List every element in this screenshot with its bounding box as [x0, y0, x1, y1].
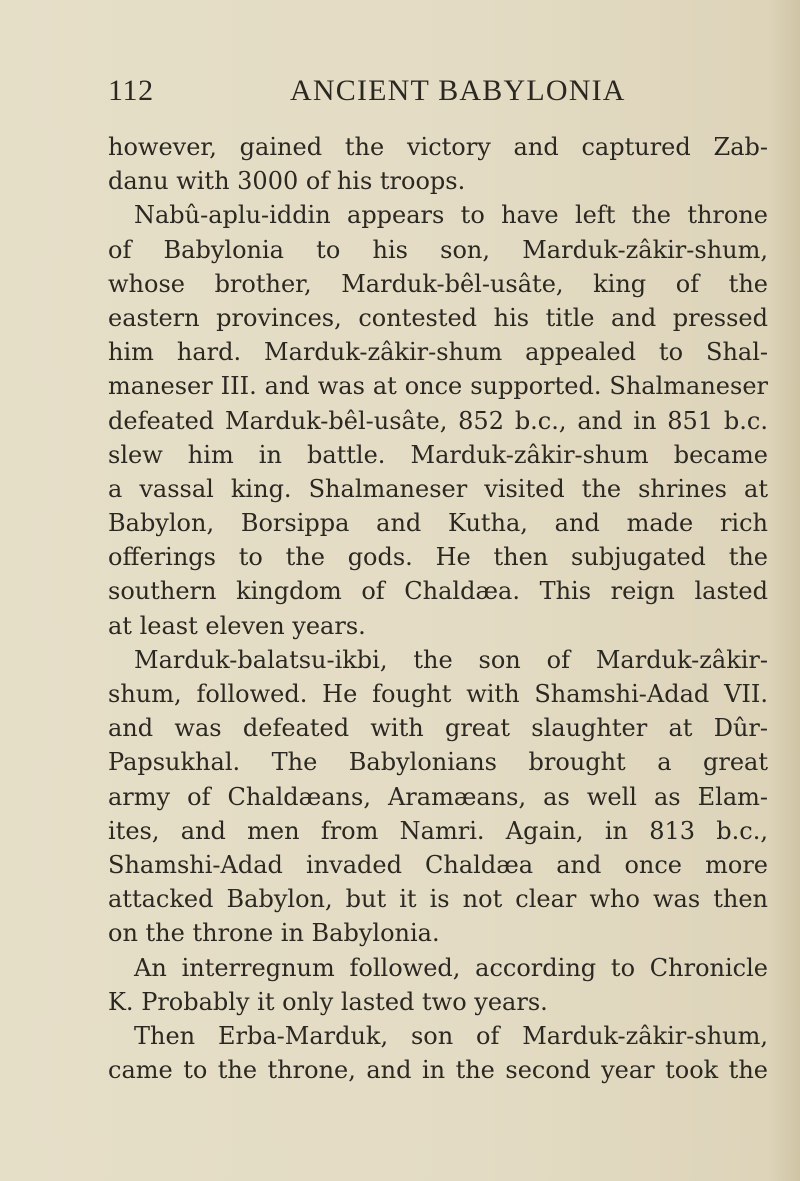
text-line: shum, followed. He fought with Shamshi-Adad VII. [108, 680, 768, 708]
text-line: Then Erba-Marduk, son of Marduk-zâkir-shum, [134, 1021, 768, 1050]
text-line: attacked Babylon, but it is not clear who was then [108, 885, 768, 914]
text-line: Shamshi-Adad invaded Chaldæa and once more [108, 850, 768, 879]
text-line: him hard. Marduk-zâkir-shum appealed to Shal- [108, 338, 768, 367]
page-header [108, 74, 758, 114]
text-line: danu with 3000 of his troops. [108, 167, 466, 196]
text-line: defeated Marduk-bêl-usâte, 852 b.c., and in 851 b.c. [108, 406, 768, 435]
text-line: ites, and men from Namri. Again, in 813 b.c., [108, 816, 768, 845]
text-line: however, gained the victory and captured Zab- [108, 133, 768, 161]
body-text [108, 130, 768, 1087]
text-line: K. Probably it only lasted two years. [108, 987, 548, 1016]
text-line: on the throne in Babylonia. [108, 919, 440, 948]
text-line: Babylon, Borsippa and Kutha, and made rich [108, 509, 768, 538]
text-line: slew him in battle. Marduk-zâkir-shum became [108, 440, 768, 469]
text-line: An interregnum followed, according to Chronicle [134, 953, 768, 982]
text-line: Nabû-aplu-iddin appears to have left the throne [134, 201, 768, 230]
text-line: came to the throne, and in the second year took the [108, 1056, 768, 1085]
text-line: whose brother, Marduk-bêl-usâte, king of the [108, 269, 768, 298]
text-line: Marduk-balatsu-ikbi, the son of Marduk-zâkir- [134, 645, 768, 674]
text-line: at least eleven years. [108, 611, 366, 640]
text-line: eastern provinces, contested his title and pressed [108, 303, 768, 332]
text-line: a vassal king. Shalmaneser visited the shrines at [108, 474, 768, 503]
page-number: 112 [108, 74, 154, 107]
text-line: maneser III. and was at once supported. Shalmaneser [108, 372, 768, 401]
text-line: southern kingdom of Chaldæa. This reign lasted [108, 577, 768, 606]
text-line: and was defeated with great slaughter at Dûr- [108, 714, 768, 743]
text-line: offerings to the gods. He then subjugated the [108, 543, 768, 572]
text-line: of Babylonia to his son, Marduk-zâkir-shum, [108, 235, 768, 264]
text-line: army of Chaldæans, Aramæans, as well as Elam- [108, 782, 768, 811]
running-head: ANCIENT BABYLONIA [290, 74, 626, 107]
text-line: Papsukhal. The Babylonians brought a great [108, 748, 768, 777]
